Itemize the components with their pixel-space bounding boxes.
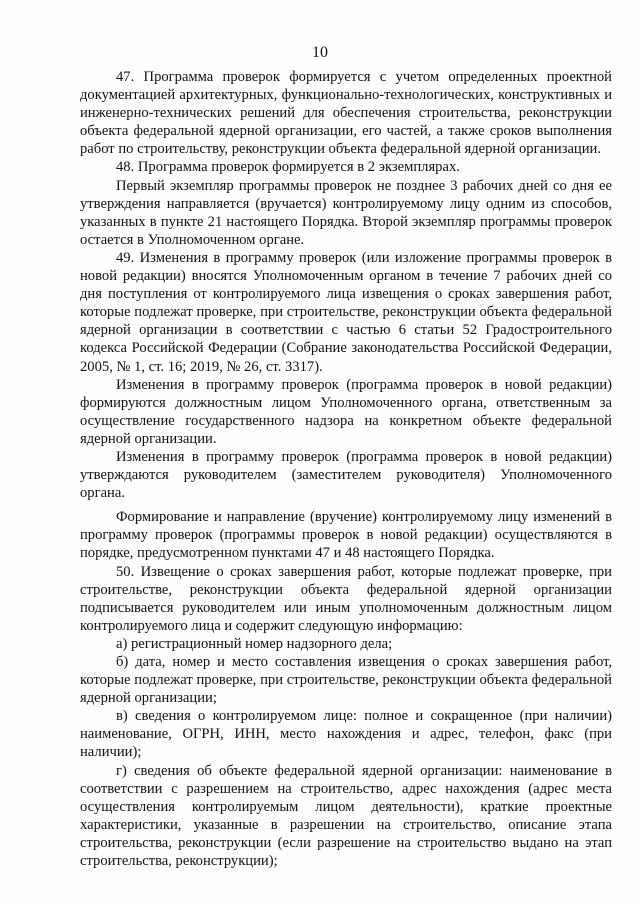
list-item-a: а) регистрационный номер надзорного дела; bbox=[116, 635, 393, 652]
list-item-b: б) дата, номер и место составления извещения о сроках завершения работ, которые подлежат проверке, при строительстве, реконструкции объекта федеральной ядерной организации; bbox=[80, 654, 612, 707]
list-item-g: г) сведения об объекте федеральной ядерной организации: наименование в соответствии с разрешением на строительство, адрес нахождения (адрес места осуществления контролируемым лицом деятельности), краткие проектные характеристики, указанные в разрешении на строительство, описание этапа строительства, реконструкции (если разрешение на строительство выдано на этап строительства, реконструкции); bbox=[80, 762, 612, 870]
list-item-v: в) сведения о контролируемом лице: полное и сокращенное (при наличии) наименование, ОГРН, ИНН, место нахождения и адрес, телефон, факс (при наличии); bbox=[80, 708, 612, 761]
paragraph-50: 50. Извещение о сроках завершения работ, которые подлежат проверке, при строительстве, реконструкции объекта федеральной ядерной организации подписывается руководителем или иным уполномоченным должностным лицом контролируемого лица и содержит следующую информацию: bbox=[80, 563, 612, 634]
page-number: 10 bbox=[312, 44, 328, 61]
document-body bbox=[80, 68, 612, 870]
paragraph-48: 48. Программа проверок формируется в 2 экземплярах. bbox=[116, 159, 460, 176]
paragraph-49-approval: Изменения в программу проверок (программа проверок в новой редакции) утверждаются руководителем (заместителем руководителя) Уполномоченного органа. bbox=[80, 448, 612, 502]
paragraph-49-formation: Изменения в программу проверок (программа проверок в новой редакции) формируются должностным лицом Уполномоченного органа, ответственным за осуществление государственного надзора на конкретном объекте федеральной ядерной организации. bbox=[80, 376, 612, 447]
paragraph-47: 47. Программа проверок формируется с учетом определенных проектной документацией архитектурных, функционально-технологических, конструктивных и инженерно-технических решений для обеспечения строительства, реконструкции объекта федеральной ядерной организации, его частей, а также сроков выполнения работ по строительству, реконструкции объекта федеральной ядерной организации. bbox=[80, 69, 612, 158]
paragraph-49-delivery: Формирование и направление (вручение) контролируемому лицу изменений в программу проверок (программы проверок в новой редакции) осуществляются в порядке, предусмотренном пунктами 47 и 48 настоящего Порядка. bbox=[80, 509, 612, 562]
paragraph-48-copies: Первый экземпляр программы проверок не позднее 3 рабочих дней со дня ее утверждения направляется (вручается) контролируемому лицу одним из способов, указанных в пункте 21 настоящего Порядка. Второй экземпляр программы проверок остается в Уполномоченном органе. bbox=[80, 177, 612, 248]
paragraph-49: 49. Изменения в программу проверок (или изложение программы проверок в новой редакции) вносятся Уполномоченным органом в течение 7 рабочих дней со дня поступления от контролируемого лица извещения о сроках завершения работ, которые подлежат проверке, при строительстве, реконструкции объекта федеральной ядерной организации в соответствии с частью 6 статьи 52 Градостроительного кодекса Российской Федерации (Собрание законодательства Российской Федерации, 2005, № 1, ст. 16; 2019, № 26, ст. 3317). bbox=[80, 249, 612, 375]
